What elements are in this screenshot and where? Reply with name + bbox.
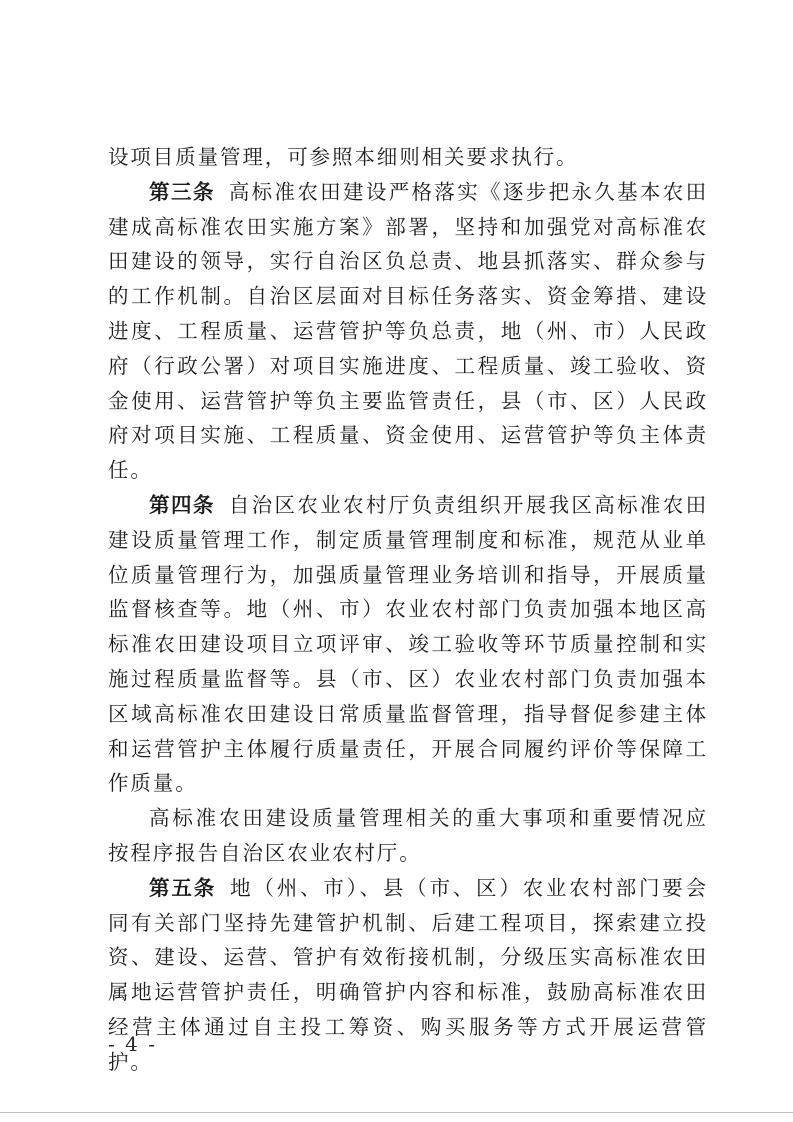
article-number: 第三条	[149, 179, 215, 204]
paragraph-article-3	[108, 175, 708, 488]
document-body	[108, 140, 708, 1080]
paragraph-text: 高标准农田建设严格落实《逐步把永久基本农田建成高标准农田实施方案》部署，坚持和加强党对高标准农田建设的领导，实行自治区负总责、地县抓落实、群众参与的工作机制。自治区层面对目标任务落实、资金筹措、建设进度、工程质量、运营管护等负总责，地（州、市）人民政府（行政公署）对项目实施进度、工程质量、竣工验收、资金使用、运营管护等负主要监管责任，县（市、区）人民政府对项目实施、工程质量、资金使用、运营管护等负主体责任。	[108, 179, 709, 483]
article-number: 第四条	[149, 492, 215, 517]
article-number: 第五条	[149, 875, 217, 900]
paragraph-text: 地（州、市）、县（市、区）农业农村部门要会同有关部门坚持先建管护机制、后建工程项目，探索建立投资、建设、运营、管护有效衔接机制，分级压实高标准农田属地运营管护责任，明确管护内容和标准，鼓励高标准农田经营主体通过自主投工筹资、购买服务等方式开展运营管护。	[108, 875, 708, 1074]
paragraph-article-4	[108, 488, 708, 801]
paragraph-text: 设项目质量管理，可参照本细则相关要求执行。	[108, 145, 579, 169]
paragraph-article-5	[108, 871, 708, 1080]
paragraph-continuation	[108, 140, 708, 175]
paragraph-text: 高标准农田建设质量管理相关的重大事项和重要情况应按程序报告自治区农业农村厅。	[108, 806, 708, 865]
page-number: - 4 -	[108, 1032, 157, 1056]
paragraph-text: 自治区农业农村厅负责组织开展我区高标准农田建设质量管理工作，制定质量管理制度和标准，规范从业单位质量管理行为，加强质量管理业务培训和指导，开展质量监督核查等。地（州、市）农业农村部门负责加强本地区高标准农田建设项目立项评审、竣工验收等环节质量控制和实施过程质量监督等。县（市、区）农业农村部门负责加强本区域高标准农田建设日常质量监督管理，指导督促参建主体和运营管护主体履行质量责任，开展合同履约评价等保障工作质量。	[108, 492, 709, 796]
scan-edge-divider	[0, 1112, 793, 1113]
paragraph-reporting	[108, 801, 708, 871]
